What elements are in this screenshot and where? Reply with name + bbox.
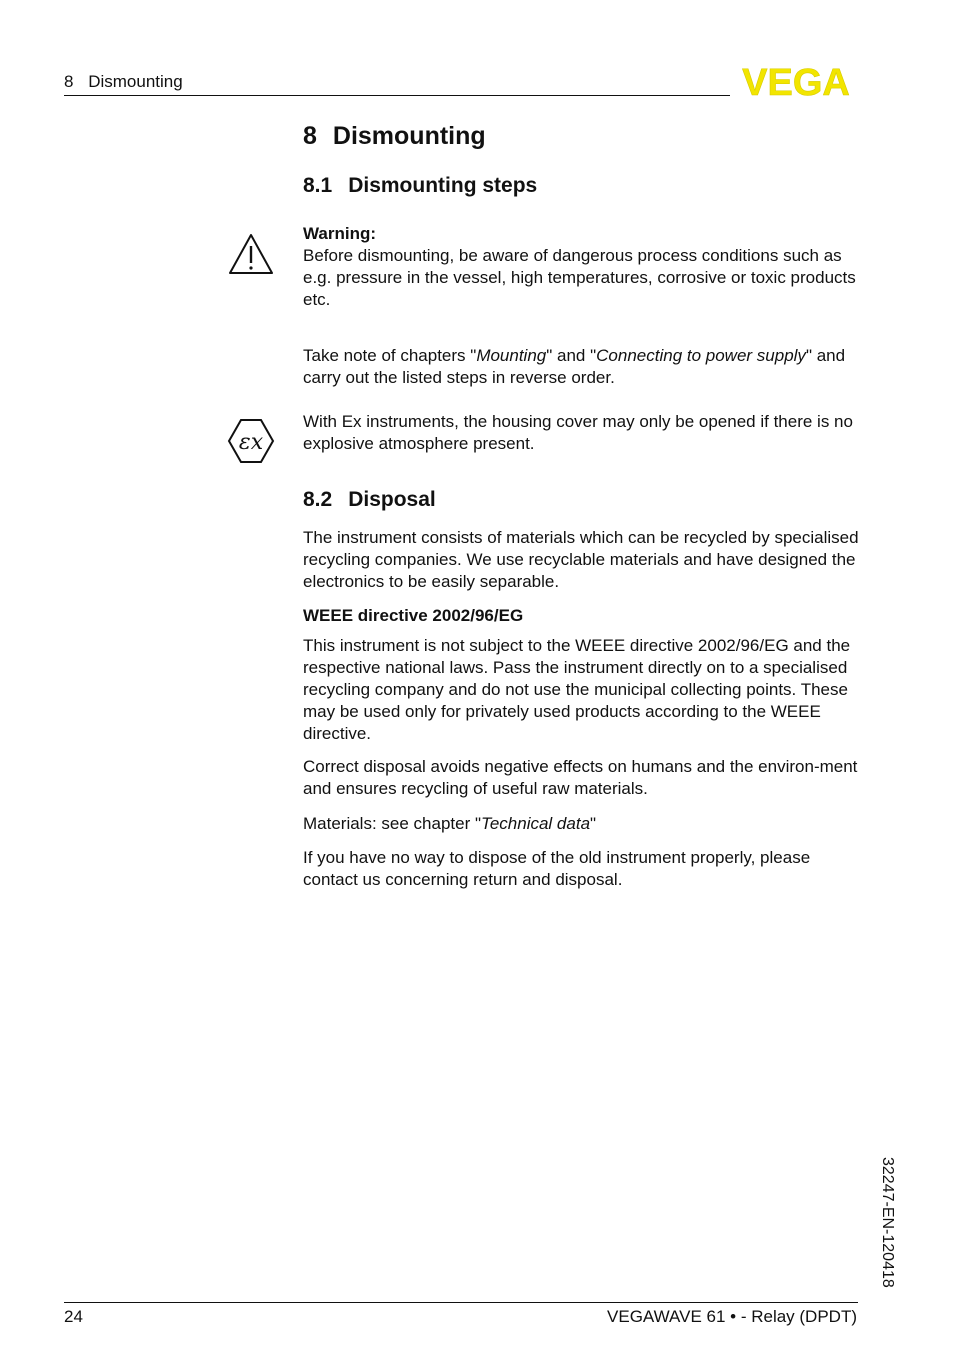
running-header-chapter-number: 8 <box>64 72 74 91</box>
chapter-heading <box>303 122 486 151</box>
weee-text: This instrument is not subject to the WEEE directive 2002/96/EG and the respective national laws. Pass the instrument directly on to a specialised recycling company and do not use the municipal collecting points. These may be used only for privately used products according to the WEEE directive. <box>303 636 851 743</box>
weee-paragraph <box>303 635 863 745</box>
page-number: 24 <box>64 1307 83 1326</box>
chapter-number: 8 <box>303 122 317 150</box>
footer-rule <box>64 1302 858 1303</box>
contact-text: If you have no way to dispose of the old instrument properly, please contact us concerning return and disposal. <box>303 848 811 889</box>
vega-logo <box>734 64 858 98</box>
materials-suffix: " <box>590 814 597 833</box>
note-mid: " and " <box>546 346 597 365</box>
note-prefix: Take note of chapters " <box>303 346 477 365</box>
contact-paragraph <box>303 847 863 891</box>
chapter-title: Dismounting <box>332 122 486 150</box>
materials-ref-technical-data: Technical data <box>481 814 591 833</box>
svg-text:εx: εx <box>238 430 264 455</box>
ex-text: With Ex instruments, the housing cover may only be opened if there is no explosive atmosphere present. <box>303 412 853 453</box>
product-name: VEGAWAVE 61 • - Relay (DPDT) <box>607 1307 857 1326</box>
warning-block <box>303 223 863 311</box>
weee-heading: WEEE directive 2002/96/EG <box>303 606 524 625</box>
section-heading-dismounting-steps <box>303 174 537 198</box>
document-id: 32247-EN-120418 <box>879 1157 896 1288</box>
section-title: Disposal <box>348 488 436 511</box>
section-number: 8.2 <box>303 488 333 511</box>
warning-label: Warning: <box>303 224 377 243</box>
header-rule <box>64 95 730 96</box>
section-number: 8.1 <box>303 174 333 197</box>
vega-logo-text: VEGA <box>742 64 850 98</box>
section-heading-disposal <box>303 488 436 512</box>
note-suffix: " and carry out the listed steps in reverse order. <box>303 346 846 387</box>
disposal-intro-text: The instrument consists of materials which can be recycled by specialised recycling companies. We use recyclable materials and have designed the electronics to be easily separable. <box>303 528 859 591</box>
warning-triangle-icon <box>228 233 274 275</box>
correct-disposal-text: Correct disposal avoids negative effects on humans and the environ-ment and ensures recycling of useful raw materials. <box>303 757 858 798</box>
note-ref-mounting: Mounting <box>476 346 547 365</box>
running-header <box>64 72 183 92</box>
ex-explosion-protection-icon <box>227 418 275 464</box>
disposal-intro <box>303 527 863 593</box>
note-ref-power-supply: Connecting to power supply <box>596 346 806 365</box>
reverse-order-note <box>303 345 863 389</box>
section-title: Dismounting steps <box>348 174 538 197</box>
running-header-chapter-title: Dismounting <box>88 72 183 91</box>
warning-text: Before dismounting, be aware of dangerous process conditions such as e.g. pressure in the vessel, high temperatures, corrosive or toxic products etc. <box>303 246 856 309</box>
correct-disposal-paragraph <box>303 756 863 800</box>
materials-prefix: Materials: see chapter " <box>303 814 482 833</box>
materials-paragraph <box>303 813 863 835</box>
ex-instruments-note <box>303 411 873 455</box>
